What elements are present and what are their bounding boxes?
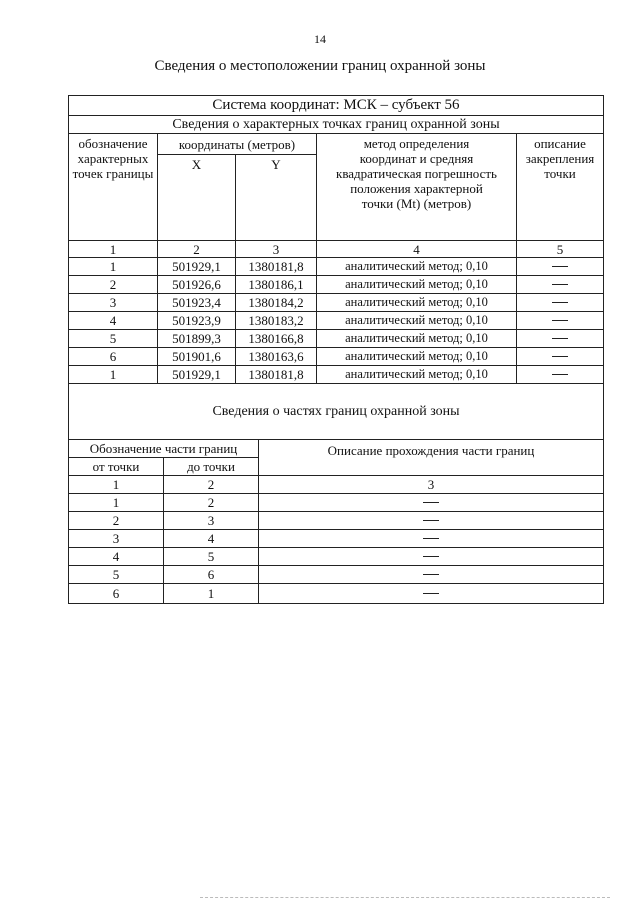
part-from: 6	[69, 584, 164, 603]
point-description	[517, 276, 603, 293]
boundary-table	[68, 95, 604, 604]
point-method: аналитический метод; 0,10	[317, 348, 517, 365]
point-method: аналитический метод; 0,10	[317, 312, 517, 329]
col-method-header	[317, 134, 517, 240]
point-number: 1	[69, 258, 158, 275]
part-description	[259, 548, 603, 565]
point-y: 1380181,8	[236, 258, 317, 275]
points-column-headers	[69, 134, 603, 241]
coord-system-label: Система координат: МСК – субъект 56	[212, 97, 460, 113]
point-description	[517, 330, 603, 347]
col-description-label: описание закрепления точки	[525, 136, 595, 181]
dash-mark	[552, 302, 568, 303]
parts-description-header: Описание прохождения части границ	[327, 443, 535, 458]
col-number-4: 4	[317, 241, 517, 257]
table-row	[69, 512, 603, 530]
points-header-label: Сведения о характерных точках границ охранной зоны	[172, 116, 500, 132]
table-row	[69, 348, 603, 366]
point-x: 501929,1	[158, 258, 236, 275]
table-row	[69, 276, 603, 294]
parts-column-headers	[69, 440, 603, 476]
point-y: 1380181,8	[236, 366, 317, 383]
point-method: аналитический метод; 0,10	[317, 366, 517, 383]
point-number: 6	[69, 348, 158, 365]
part-from: 1	[69, 494, 164, 511]
col-x-label: X	[191, 157, 202, 172]
table-row	[69, 494, 603, 512]
col-y-label: Y	[271, 157, 281, 172]
dash-mark	[423, 593, 439, 594]
point-description	[517, 258, 603, 275]
points-column-numbers	[69, 241, 603, 258]
point-y: 1380183,2	[236, 312, 317, 329]
dash-mark	[423, 538, 439, 539]
point-description	[517, 366, 603, 383]
point-method: аналитический метод; 0,10	[317, 294, 517, 311]
point-description	[517, 294, 603, 311]
parts-to-header: до точки	[164, 458, 259, 475]
table-row	[69, 530, 603, 548]
part-description	[259, 566, 603, 583]
page-number: 14	[314, 32, 326, 46]
point-x: 501901,6	[158, 348, 236, 365]
parts-header-label: Сведения о частях границ охранной зоны	[212, 403, 460, 419]
dash-mark	[423, 556, 439, 557]
part-from: 5	[69, 566, 164, 583]
point-y: 1380184,2	[236, 294, 317, 311]
table-row	[69, 566, 603, 584]
scan-edge-mark	[200, 897, 610, 899]
points-header-row	[69, 116, 603, 134]
part-from: 4	[69, 548, 164, 565]
part-description	[259, 512, 603, 529]
point-y: 1380163,6	[236, 348, 317, 365]
parts-col-number-1: 1	[69, 476, 164, 493]
col-designation-header	[69, 134, 158, 240]
point-number: 1	[69, 366, 158, 383]
point-x: 501899,3	[158, 330, 236, 347]
coord-system-row	[69, 96, 603, 116]
point-x: 501923,4	[158, 294, 236, 311]
part-description	[259, 584, 603, 603]
parts-col-number-3: 3	[427, 477, 435, 492]
table-row	[69, 330, 603, 348]
part-to: 1	[164, 584, 259, 603]
table-row	[69, 294, 603, 312]
part-from: 3	[69, 530, 164, 547]
part-description	[259, 530, 603, 547]
dash-mark	[552, 374, 568, 375]
part-to: 5	[164, 548, 259, 565]
dash-mark	[552, 284, 568, 285]
part-to: 6	[164, 566, 259, 583]
col-description-header	[517, 134, 603, 240]
col-y-header	[236, 155, 317, 240]
point-number: 3	[69, 294, 158, 311]
part-to: 3	[164, 512, 259, 529]
parts-designation-header	[69, 440, 259, 458]
point-number: 4	[69, 312, 158, 329]
parts-from-header: от точки	[69, 458, 164, 475]
document-title: Сведения о местоположении границ охранной зоны	[154, 58, 486, 74]
point-x: 501929,1	[158, 366, 236, 383]
point-method: аналитический метод; 0,10	[317, 330, 517, 347]
point-method: аналитический метод; 0,10	[317, 276, 517, 293]
parts-designation-label: Обозначение части границ	[89, 441, 238, 456]
col-number-3: 3	[236, 241, 317, 257]
dash-mark	[423, 574, 439, 575]
col-designation-label: обозначение характерных точек границы	[72, 136, 154, 181]
point-y: 1380186,1	[236, 276, 317, 293]
table-row	[69, 584, 603, 603]
parts-col-number-2: 2	[164, 476, 259, 493]
dash-mark	[552, 320, 568, 321]
part-to: 4	[164, 530, 259, 547]
point-method: аналитический метод; 0,10	[317, 258, 517, 275]
dash-mark	[552, 356, 568, 357]
point-number: 2	[69, 276, 158, 293]
part-description	[259, 494, 603, 511]
point-y: 1380166,8	[236, 330, 317, 347]
parts-column-numbers	[69, 476, 603, 494]
table-row	[69, 312, 603, 330]
point-description	[517, 312, 603, 329]
col-number-5: 5	[556, 241, 564, 257]
table-row	[69, 366, 603, 384]
point-x: 501923,9	[158, 312, 236, 329]
point-number: 5	[69, 330, 158, 347]
col-method-label: метод определения координат и средняя квадратическая погрешность положения характерной точки (Mt) (метров)	[336, 136, 497, 211]
point-description	[517, 348, 603, 365]
dash-mark	[423, 520, 439, 521]
table-row	[69, 258, 603, 276]
col-number-2: 2	[158, 241, 236, 257]
dash-mark	[423, 502, 439, 503]
table-row	[69, 548, 603, 566]
col-number-1: 1	[69, 241, 158, 257]
dash-mark	[552, 338, 568, 339]
col-coords-label: координаты (метров)	[178, 136, 296, 152]
col-x-header	[158, 155, 236, 240]
col-coords-header	[158, 134, 317, 155]
part-to: 2	[164, 494, 259, 511]
parts-header-row	[69, 384, 603, 440]
part-from: 2	[69, 512, 164, 529]
dash-mark	[552, 266, 568, 267]
point-x: 501926,6	[158, 276, 236, 293]
